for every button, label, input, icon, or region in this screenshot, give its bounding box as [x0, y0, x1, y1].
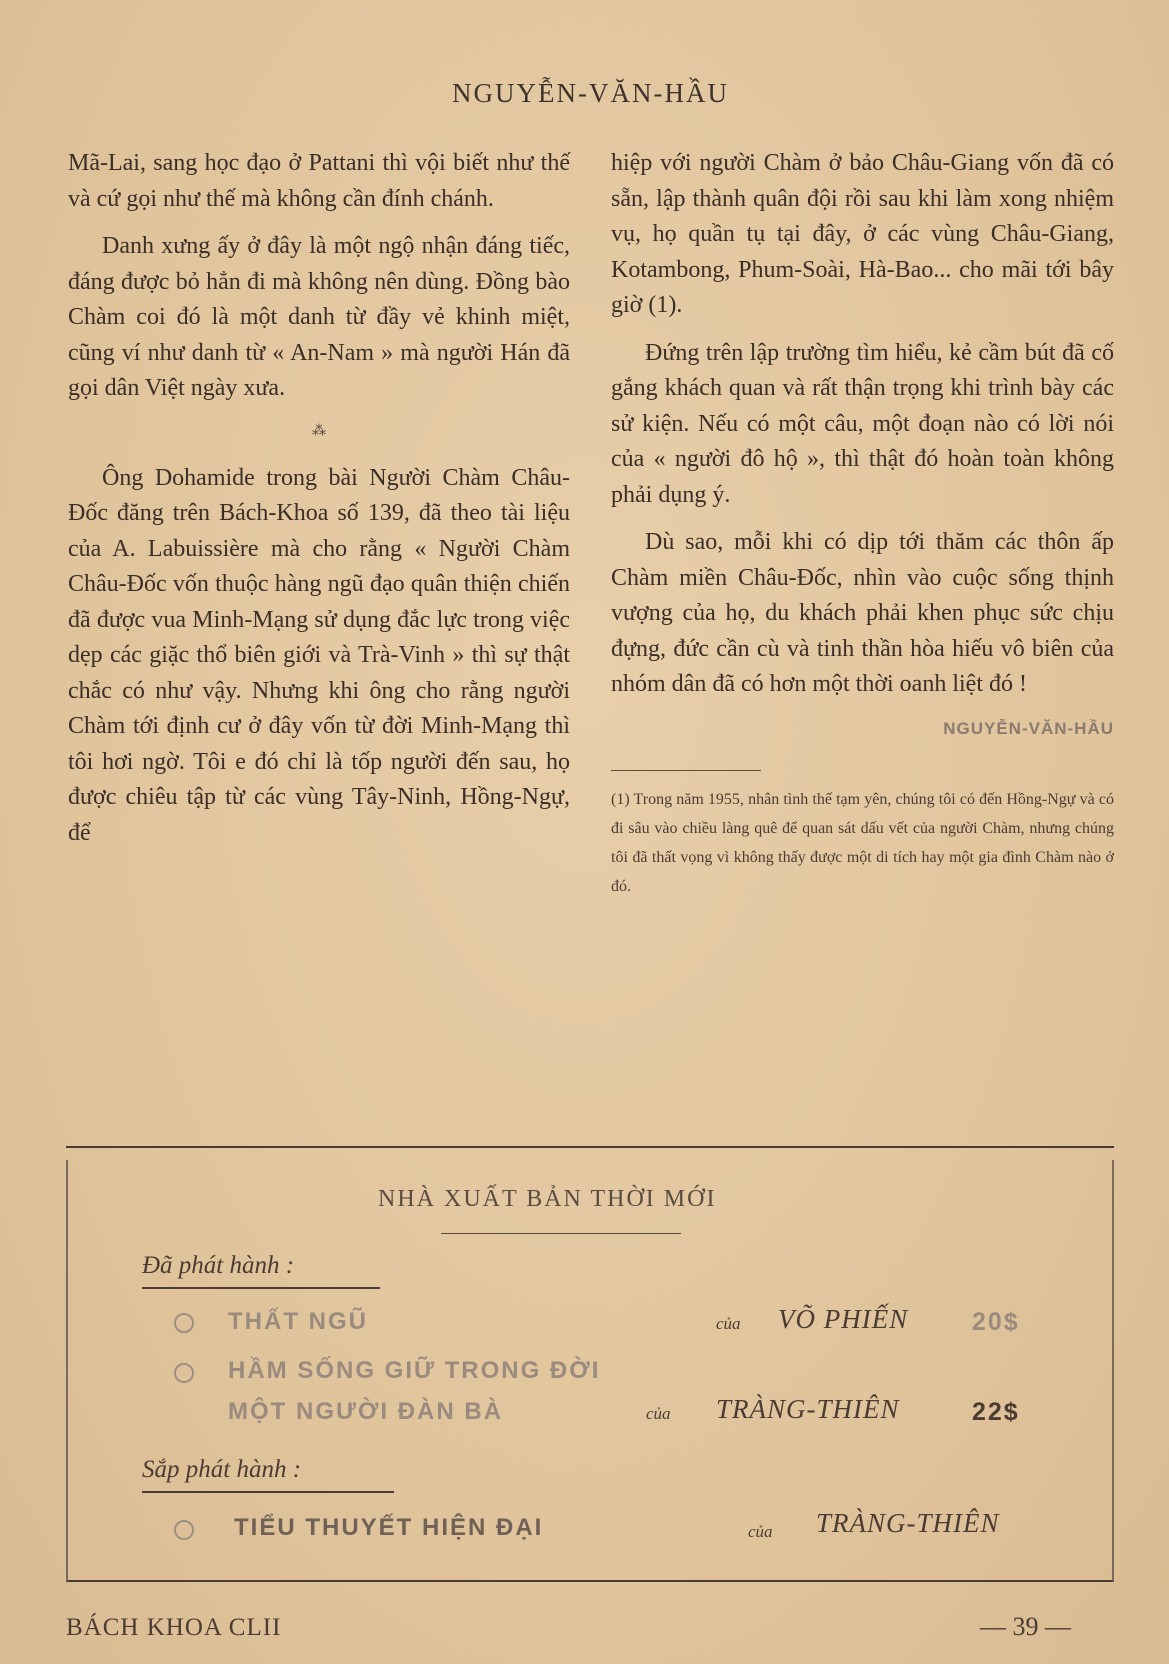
book-title: HẦM SỐNG GIỮ TRONG ĐỜI: [228, 1357, 601, 1384]
by-label: của: [646, 1404, 671, 1423]
book-title: MỘT NGƯỜI ĐÀN BÀ: [228, 1398, 504, 1425]
paragraph: Mã-Lai, sang học đạo ở Pattani thì vội biết như thế và cứ gọi như thế mà không cần đính chánh.: [68, 150, 570, 212]
by-label: của: [748, 1522, 773, 1541]
book-author: VÕ PHIẾN: [778, 1304, 909, 1334]
upcoming-label-rule: [142, 1491, 394, 1493]
section-separator: ⁂: [312, 423, 326, 439]
bullet-icon: [174, 1363, 194, 1383]
paragraph: Dù sao, mỗi khi có dịp tới thăm các thôn ấp Chàm miền Châu-Đốc, nhìn vào cuộc sống thịnh vượng của họ, du khách phải khen phục sức chịu đựng, đức cần cù và tinh thần hòa hiếu vô biên của nhóm dân đã có hơn một thời oanh liệt đó !: [611, 529, 1114, 697]
footnote: (1) Trong năm 1955, nhân tình thế tạm yên, chúng tôi có đến Hồng-Ngự và có đi sâu vào chiều làng quê để quan sát dấu vết của người Chàm, nhưng chúng tôi đã thất vọng vì không thấy được một di tích hay một gia đình Chàm nào ở đó.: [611, 791, 1114, 895]
right-column: [611, 146, 1114, 901]
bullet-icon: [174, 1520, 194, 1540]
publisher-underline: [441, 1233, 681, 1234]
book-title: TIỂU THUYẾT HIỆN ĐẠI: [234, 1514, 544, 1541]
page-number: — 39 —: [980, 1612, 1071, 1641]
left-column: [68, 146, 570, 851]
running-title: NGUYỄN-VĂN-HẦU: [452, 78, 729, 108]
published-label: Đã phát hành :: [142, 1252, 295, 1279]
author-signature: NGUYỄN-VĂN-HẦU: [943, 718, 1114, 738]
published-label-rule: [142, 1287, 380, 1289]
bullet-icon: [174, 1313, 194, 1333]
book-title: THẤT NGŨ: [228, 1308, 368, 1335]
book-author: TRÀNG-THIÊN: [716, 1394, 900, 1424]
footnote-divider: [611, 770, 761, 771]
book-price: 20$: [972, 1308, 1020, 1336]
by-label: của: [716, 1314, 741, 1333]
paragraph: Đứng trên lập trường tìm hiểu, kẻ cầm bút đã cố gắng khách quan và rất thận trọng khi trình bày các sử kiện. Nếu có một câu, một đoạn nào có lời nói của « người đô hộ », thì thật đó hoàn toàn không phải dụng ý.: [611, 339, 1114, 508]
publisher-name: NHÀ XUẤT BẢN THỜI MỚI: [378, 1186, 717, 1212]
upcoming-label: Sắp phát hành :: [142, 1456, 302, 1483]
paragraph: hiệp với người Chàm ở bảo Châu-Giang vốn đã có sẵn, lập thành quân đội rồi sau khi làm xong nhiệm vụ, họ quần tụ tại đây, ở các vùng Châu-Giang, Kotambong, Phum-Soài, Hà-Bao... cho mãi tới bây giờ (1).: [611, 150, 1114, 318]
paragraph: Danh xưng ấy ở đây là một ngộ nhận đáng tiếc, đáng được bỏ hẳn đi mà không nên dùng. Đồng bào Chàm coi đó là một danh từ đầy vẻ khinh miệt, cũng ví như danh từ « An-Nam » mà người Hán đã gọi dân Việt ngày xưa.: [68, 233, 570, 401]
magazine-name: BÁCH KHOA CLII: [66, 1614, 282, 1641]
advert-top-rule: [66, 1146, 1114, 1148]
paragraph: Ông Dohamide trong bài Người Chàm Châu-Đốc đăng trên Bách-Khoa số 139, đã theo tài liệu của A. Labuissière mà cho rằng « Người Chàm Châu-Đốc vốn thuộc hàng ngũ đạo quân thiện chiến đã được vua Minh-Mạng sử dụng đắc lực trong việc dẹp các giặc thổ biên giới và Trà-Vinh » thì sự thật chắc có như vậy. Nhưng khi ông cho rằng người Chàm tới định cư ở đây vốn từ đời Minh-Mạng thì tôi hơi ngờ. Tôi e đó chỉ là tốp người đến sau, họ được chiêu tập từ các vùng Tây-Ninh, Hồng-Ngự, để: [68, 464, 570, 846]
book-price: 22$: [972, 1398, 1020, 1426]
book-author: TRÀNG-THIÊN: [816, 1508, 1000, 1538]
